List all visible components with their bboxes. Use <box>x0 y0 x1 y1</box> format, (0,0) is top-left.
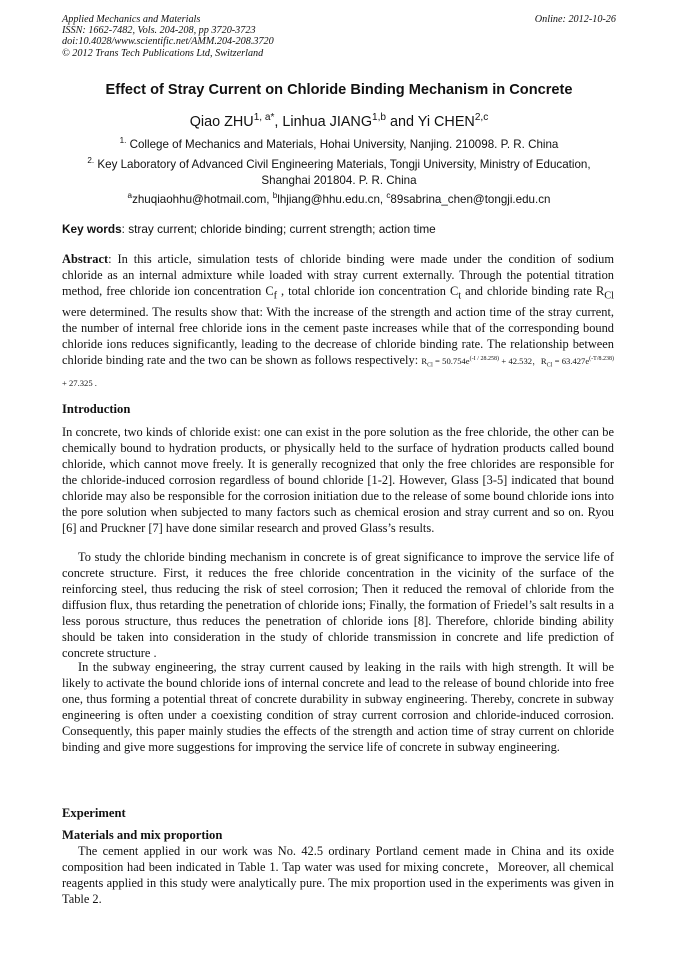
experiment-paragraph-1: The cement applied in our work was No. 42.5 ordinary Portland cement made in China and its oxide composition had been indicated in Table 1. Tap water was used for mixing concrete，Moreover, all chemical reagents applied in this study were analytically pure. The mix proportion used in the experiments was given in Table 2. <box>62 844 614 906</box>
paper-title: Effect of Stray Current on Chloride Binding Mechanism in Concrete <box>105 82 573 98</box>
equation-term: = 63.427e <box>552 356 590 367</box>
subscript: Cl <box>604 290 614 302</box>
doi-line[interactable]: doi:10.4028/www.scientific.net/AMM.204-208.3720 <box>62 36 274 48</box>
email-link[interactable]: lhjiang@hhu.edu.cn, <box>277 193 387 206</box>
email-mark: b <box>272 191 278 201</box>
keywords-text: : stray current; chloride binding; current strength; action time <box>121 222 436 236</box>
subscript: t <box>458 290 462 302</box>
equation-1 <box>421 356 541 370</box>
author-affiliation-mark: 1, a* <box>253 112 275 124</box>
equation-term: R <box>540 356 547 367</box>
affiliation-2 <box>62 157 616 189</box>
author-name: Qiao ZHU <box>189 114 254 130</box>
affiliation-text: College of Mechanics and Materials, Hohai University, Nanjing. 210098. P. R. China <box>129 138 559 151</box>
email-list <box>62 193 616 206</box>
equation-subscript: Cl <box>546 363 553 370</box>
journal-header <box>62 14 616 59</box>
abstract <box>62 251 614 391</box>
introduction-heading: Introduction <box>62 402 131 416</box>
equation-exponent: (-I / 28.258) <box>469 356 500 363</box>
introduction-paragraph-3: In the subway engineering, the stray current caused by leaking in the rails with high strength. It will be likely to activate the bound chloride ions of internal concrete and lead to the release of bound chloride into free one, thus forming a potential threat of concrete durability in subway engineering. Thereby, concrete in subway engineering is often under a coexisting condition of stray current corrosion and chloride-induced corrosion. Consequently, this paper mainly studies the effects of the strength and action time of stray current on chloride binding and give more suggestions for improving the service life of concrete in subway engineering. <box>62 660 614 754</box>
journal-name: Applied Mechanics and Materials <box>62 14 201 25</box>
equation-term: = 50.754e <box>432 356 470 367</box>
author-list <box>62 114 616 130</box>
author-name: , Linhua JIANG <box>274 114 373 130</box>
author-affiliation-mark: 2,c <box>474 112 489 124</box>
author-name: and Yi CHEN <box>386 114 475 130</box>
keywords <box>62 222 616 236</box>
abstract-text: , total chloride ion concentration C <box>277 284 459 298</box>
affiliation-text: Key Laboratory of Advanced Civil Engineering Materials, Tongji University, Ministry of Education, Shanghai 201804. P. R. China <box>97 158 591 187</box>
email-link[interactable]: zhuqiaohhu@hotmail.com, <box>132 193 273 206</box>
introduction-paragraph-2: To study the chloride binding mechanism in concrete is of great significance to improve the service life of concrete structure. First, it reduces the free chloride concentration in the vicinity of the surface of the reinforcing steel, thus reducing the risk of steel corrosion; Then it reduced the removal of chloride from the diffusion flux, thus retarding the penetration of chloride ions; Finally, the formation of Friedel’s salt results in a less porous structure, thus reduces the penetration of chloride ions [8]. Therefore, chloride binding ability should be taken into consideration in the study of chloride transmission in concrete and life prediction of concrete structure . <box>62 550 614 660</box>
abstract-text: were determined. The results show that: With the increase of the strength and action time of the stray current, the number of internal free chloride ions in the cement paste increases while that of the corresponding bound chloride ions reduces significantly, leading to the decrease of chloride binding rate. The relationship between chloride binding rate and the two can be shown as follows respectively: <box>62 305 614 368</box>
affiliation-1 <box>62 137 616 153</box>
equation-term: + 27.325 . <box>62 378 97 389</box>
equation-subscript: Cl <box>427 363 433 370</box>
abstract-label: Abstract <box>62 252 109 266</box>
affiliation-mark: 2. <box>87 156 95 166</box>
introduction-paragraph-1: In concrete, two kinds of chloride exist: one can exist in the pore solution as the free chloride, the other can be chemically bound to hydration products, or physically held to the surface of hydration products called bound chloride, which cannot move freely. It is generally recognized that only the free chlorides are responsible for the chloride-induced corrosion regardless of bound chloride [1-2]. However, Glass [3-5] indicated that bound chloride may also be responsible for the corrosion initiation due to the release of some bound chloride ions into the pore solution when subjected to many factors such as chemical erosion and stray current and so on. Ryou [6] and Pruckner [7] have done similar research and proved Glass’s results. <box>62 425 614 535</box>
email-link[interactable]: 89sabrina_chen@tongji.edu.cn <box>390 193 551 206</box>
equation-term: R <box>421 356 428 367</box>
subscript: f <box>273 290 278 302</box>
materials-subheading: Materials and mix proportion <box>62 828 223 842</box>
copyright-line: © 2012 Trans Tech Publications Ltd, Switzerland <box>62 47 264 59</box>
abstract-text: : In this article, simulation tests of chloride binding were made under the condition of sodium chloride as an internal admixture while loaded with stray current externally. Through the potential titration method, free chloride ion concentration C <box>62 252 614 298</box>
experiment-heading: Experiment <box>62 806 126 820</box>
issn-line: ISSN: 1662-7482, Vols. 204-208, pp 3720-3723 <box>62 25 256 37</box>
equation-term: + 42.532， <box>499 356 541 367</box>
equation-exponent: (-T/8.238) <box>589 356 614 363</box>
affiliation-mark: 1. <box>119 136 127 146</box>
email-mark: a <box>127 191 133 201</box>
email-mark: c <box>386 191 391 201</box>
keywords-label: Key words <box>62 222 122 236</box>
abstract-text: and chloride binding rate R <box>461 284 605 298</box>
online-date: Online: 2012-10-26 <box>534 14 616 25</box>
author-affiliation-mark: 1,b <box>372 112 387 124</box>
